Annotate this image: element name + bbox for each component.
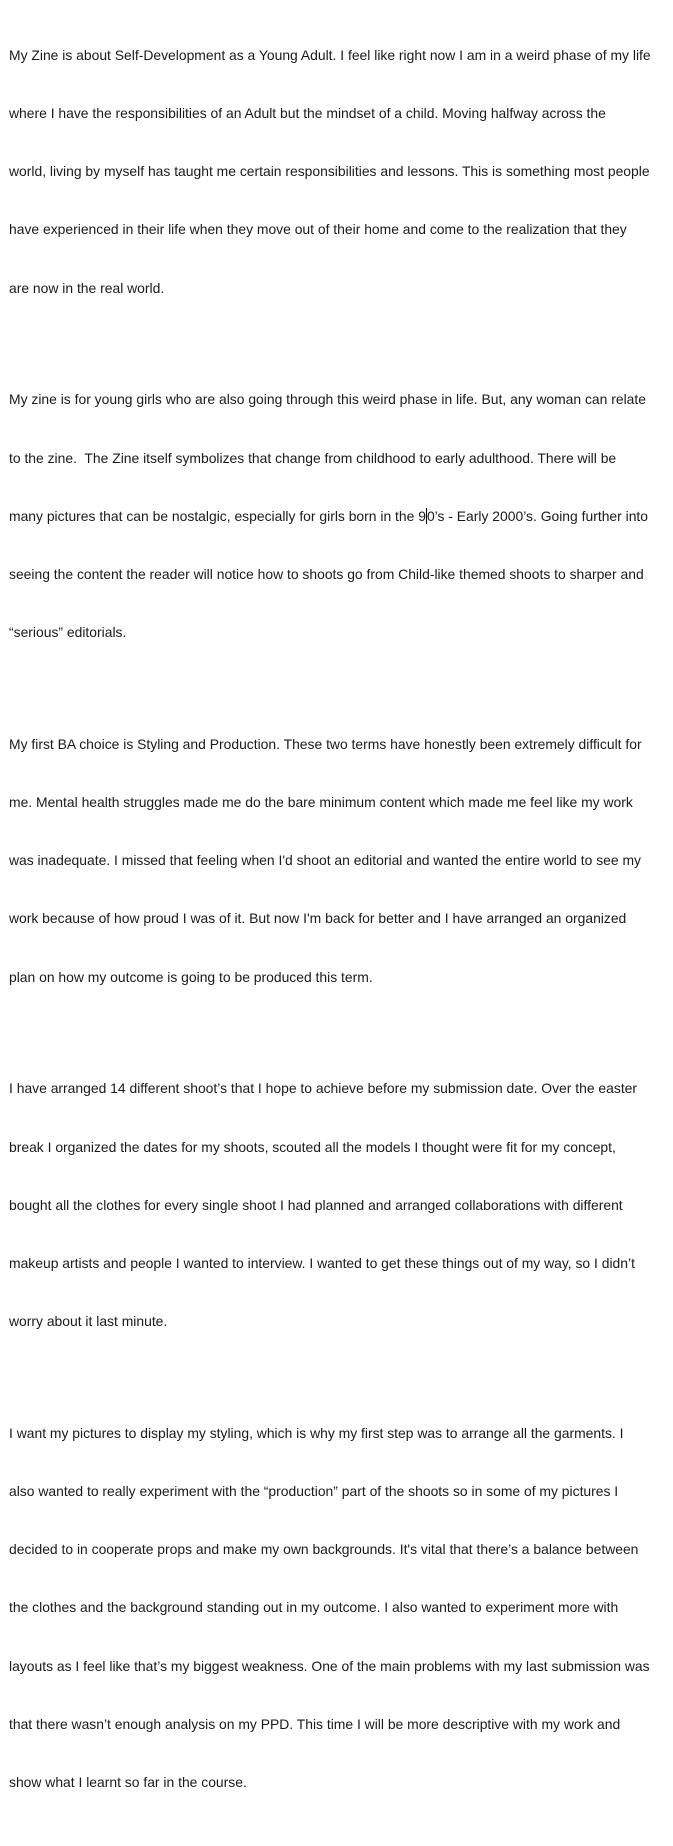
- text-line: I want my pictures to display my styling, which is why my first step was to arrange all the garments. I: [9, 1424, 624, 1441]
- text-line: decided to in cooperate props and make my own backgrounds. It's vital that there’s a balance between: [9, 1541, 639, 1558]
- text-line: that there wasn’t enough analysis on my PPD. This time I will be more descriptive with my work and: [9, 1715, 621, 1732]
- paragraph-3: [9, 696, 671, 1026]
- text-line: bought all the clothes for every single shoot I had planned and arranged collaborations with different: [9, 1196, 623, 1213]
- text-line: are now in the real world.: [9, 279, 165, 296]
- paragraph-4: [9, 1041, 671, 1371]
- text-line: show what I learnt so far in the course.: [9, 1774, 247, 1791]
- text-line: My first BA choice is Styling and Production. These two terms have honestly been extremely difficult for: [9, 735, 642, 752]
- text-line-with-cursor: [9, 507, 671, 526]
- paragraph-2: [9, 352, 671, 682]
- text-line: makeup artists and people I wanted to interview. I wanted to get these things out of my way, so I didn’t: [9, 1254, 635, 1271]
- text-line: was inadequate. I missed that feeling when I'd shoot an editorial and wanted the entire world to see my: [9, 852, 641, 869]
- document-page[interactable]: [9, 7, 671, 1846]
- paragraph-1: [9, 7, 671, 337]
- text-line: to the zine. The Zine itself symbolizes that change from childhood to early adulthood. There will be: [9, 449, 617, 466]
- text-line: have experienced in their life when they move out of their home and come to the realization that they: [9, 221, 627, 238]
- text-line: break I organized the dates for my shoots, scouted all the models I thought were fit for my concept,: [9, 1138, 616, 1155]
- text-line: My zine is for young girls who are also going through this weird phase in life. But, any woman can relate: [9, 391, 646, 408]
- text-line: layouts as I feel like that’s my biggest weakness. One of the main problems with my last submission was: [9, 1657, 650, 1674]
- text-line: where I have the responsibilities of an Adult but the mindset of a child. Moving halfway across the: [9, 105, 606, 122]
- text-line: the clothes and the background standing out in my outcome. I also wanted to experiment more with: [9, 1599, 619, 1616]
- text-line: me. Mental health struggles made me do the bare minimum content which made me feel like my work: [9, 794, 633, 811]
- text-after-cursor: 0’s - Early 2000’s. Going further into: [426, 507, 649, 524]
- text-line: worry about it last minute.: [9, 1313, 168, 1330]
- text-before-cursor: many pictures that can be nostalgic, especially for girls born in the 9: [9, 507, 426, 524]
- text-line: “serious” editorials.: [9, 624, 127, 641]
- text-line: seeing the content the reader will notice how to shoots go from Child-like themed shoots to sharper and: [9, 565, 644, 582]
- text-line: I have arranged 14 different shoot’s that I hope to achieve before my submission date. Over the easter: [9, 1080, 638, 1097]
- text-line: work because of how proud I was of it. But now I'm back for better and I have arranged an organized: [9, 910, 627, 927]
- text-line: plan on how my outcome is going to be produced this term.: [9, 968, 373, 985]
- text-line: My Zine is about Self-Development as a Young Adult. I feel like right now I am in a weird phase of my life: [9, 46, 651, 63]
- paragraph-5: [9, 1385, 671, 1831]
- text-line: world, living by myself has taught me certain responsibilities and lessons. This is something most people: [9, 163, 650, 180]
- text-line: also wanted to really experiment with the “production” part of the shoots so in some of my pictures I: [9, 1483, 619, 1500]
